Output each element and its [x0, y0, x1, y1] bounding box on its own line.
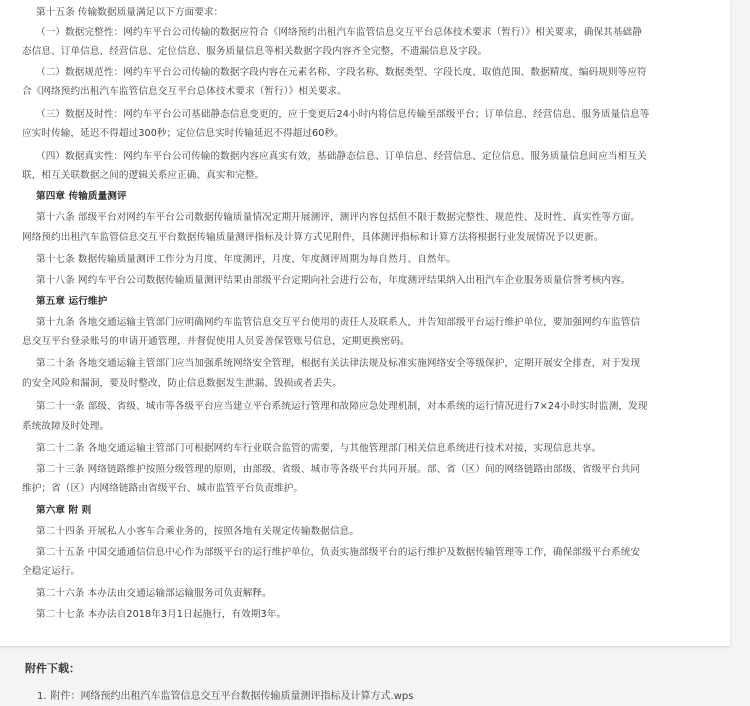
- attachments-title: 附件下载：: [25, 662, 80, 675]
- text-line: （一）数据完整性：网约车平台公司传输的数据应符合《网络预约出租汽车监管信息交互平台总体技术要求（暂行）》相关要求，确保其基础静: [36, 27, 642, 38]
- chapter-heading: 第四章 传输质量测评: [36, 191, 127, 202]
- text-line: 第二十五条 中国交通通信信息中心作为部级平台的运行维护单位，负责实施部级平台的运行维护及数据传输管理等工作，确保部级平台系统安: [36, 547, 641, 558]
- text-line: 第十五条 传输数据质量满足以下方面要求：: [36, 7, 224, 18]
- text-line: 应实时传输，延迟不得超过300秒；定位信息实时传输延迟不得超过60秒。: [22, 128, 344, 139]
- text-line: 第十九条 各地交通运输主管部门应明确网约车监管信息交互平台使用的责任人及联系人，并告知部级平台运行维护单位，要加强网约车监管信: [36, 317, 641, 328]
- text-line: 第二十三条 网络链路维护按照分级管理的原则，由部级、省级、城市等各级平台共同开展。部、省（区）间的网络链路由部级、省级平台共同: [36, 464, 641, 475]
- text-line: （三）数据及时性：网约车平台公司基础静态信息变更的，应于变更后24小时内将信息传输至部级平台；订单信息、经营信息、服务质量信息等: [36, 109, 650, 120]
- text-line: 第十八条 网约车平台公司数据传输质量测评结果由部级平台定期向社会进行公布，年度测评结果纳入出租汽车企业服务质量信誉考核内容。: [36, 275, 631, 286]
- text-line: 第二十七条 本办法自2018年3月1日起施行，有效期3年。: [36, 609, 287, 620]
- text-line: （二）数据规范性：网约车平台公司传输的数据字段内容在元素名称、字段名称、数据类型、字段长度、取值范围、数据精度、编码规则等应符: [36, 67, 647, 78]
- chapter-heading: 第五章 运行维护: [36, 296, 108, 307]
- text-line: 第十七条 数据传输质量测评工作分为月度、年度测评，月度、年度测评周期为每自然月、自然年。: [36, 254, 456, 265]
- text-line: （四）数据真实性：网约车平台公司传输的数据内容应真实有效，基础静态信息、订单信息、经营信息、定位信息、服务质量信息间应当相互关: [36, 151, 647, 162]
- divider: [0, 646, 730, 647]
- text-line: 第二十四条 开展私人小客车合乘业务的，按照各地有关规定传输数据信息。: [36, 526, 360, 537]
- text-line: 态信息、订单信息、经营信息、定位信息、服务质量信息等相关数据字段内容齐全完整，不遗漏信息及字段。: [22, 46, 488, 57]
- text-line: 的安全风险和漏洞，要及时整改，防止信息数据发生泄漏、毁损或者丢失。: [22, 378, 342, 389]
- text-line: 第二十条 各地交通运输主管部门应当加强系统网络安全管理，根据有关法律法规及标准实施网络安全等级保护，定期开展安全排查，对于发现: [36, 358, 641, 369]
- text-line: 第二十六条 本办法由交通运输部运输服务司负责解释。: [36, 588, 272, 599]
- text-line: 第十六条 部级平台对网约车平台公司数据传输质量情况定期开展测评，测评内容包括但不限于数据完整性、规范性、及时性、真实性等方面。: [36, 212, 641, 223]
- attachment-download-link[interactable]: 附件：网络预约出租汽车监管信息交互平台数据传输质量测评指标及计算方式.wps: [50, 691, 414, 702]
- text-line: 第二十二条 各地交通运输主管部门可根据网约车行业联合监管的需要，与其他管理部门相关信息系统进行技术对接，实现信息共享。: [36, 443, 602, 454]
- chapter-heading: 第六章 附 则: [36, 505, 92, 516]
- text-line: 息交互平台登录账号的申请开通管理，并督促使用人员妥善保管账号信息，定期更换密码。: [22, 336, 410, 347]
- text-line: 第二十一条 部级、省级、城市等各级平台应当建立平台系统运行管理和故障应急处理机制，对本系统的运行情况进行7×24小时实时监测，发现: [36, 401, 648, 412]
- text-line: 合《网络预约出租汽车监管信息交互平台总体技术要求（暂行）》相关要求。: [22, 86, 347, 97]
- attachment-number: 1.: [37, 691, 47, 702]
- text-line: 联，相互关联数据之间的逻辑关系应正确、真实和完整。: [22, 170, 265, 181]
- text-line: 维护；省（区）内网络链路由省级平台、城市监管平台负责维护。: [22, 483, 304, 494]
- attachment-item: [37, 687, 413, 702]
- text-line: 网络预约出租汽车监管信息交互平台数据传输质量测评指标及计算方式见附件，具体测评指标和计算方法将根据行业发展情况予以更新。: [22, 232, 604, 243]
- text-line: 系统故障及时处理。: [22, 421, 110, 432]
- text-line: 全稳定运行。: [22, 566, 81, 577]
